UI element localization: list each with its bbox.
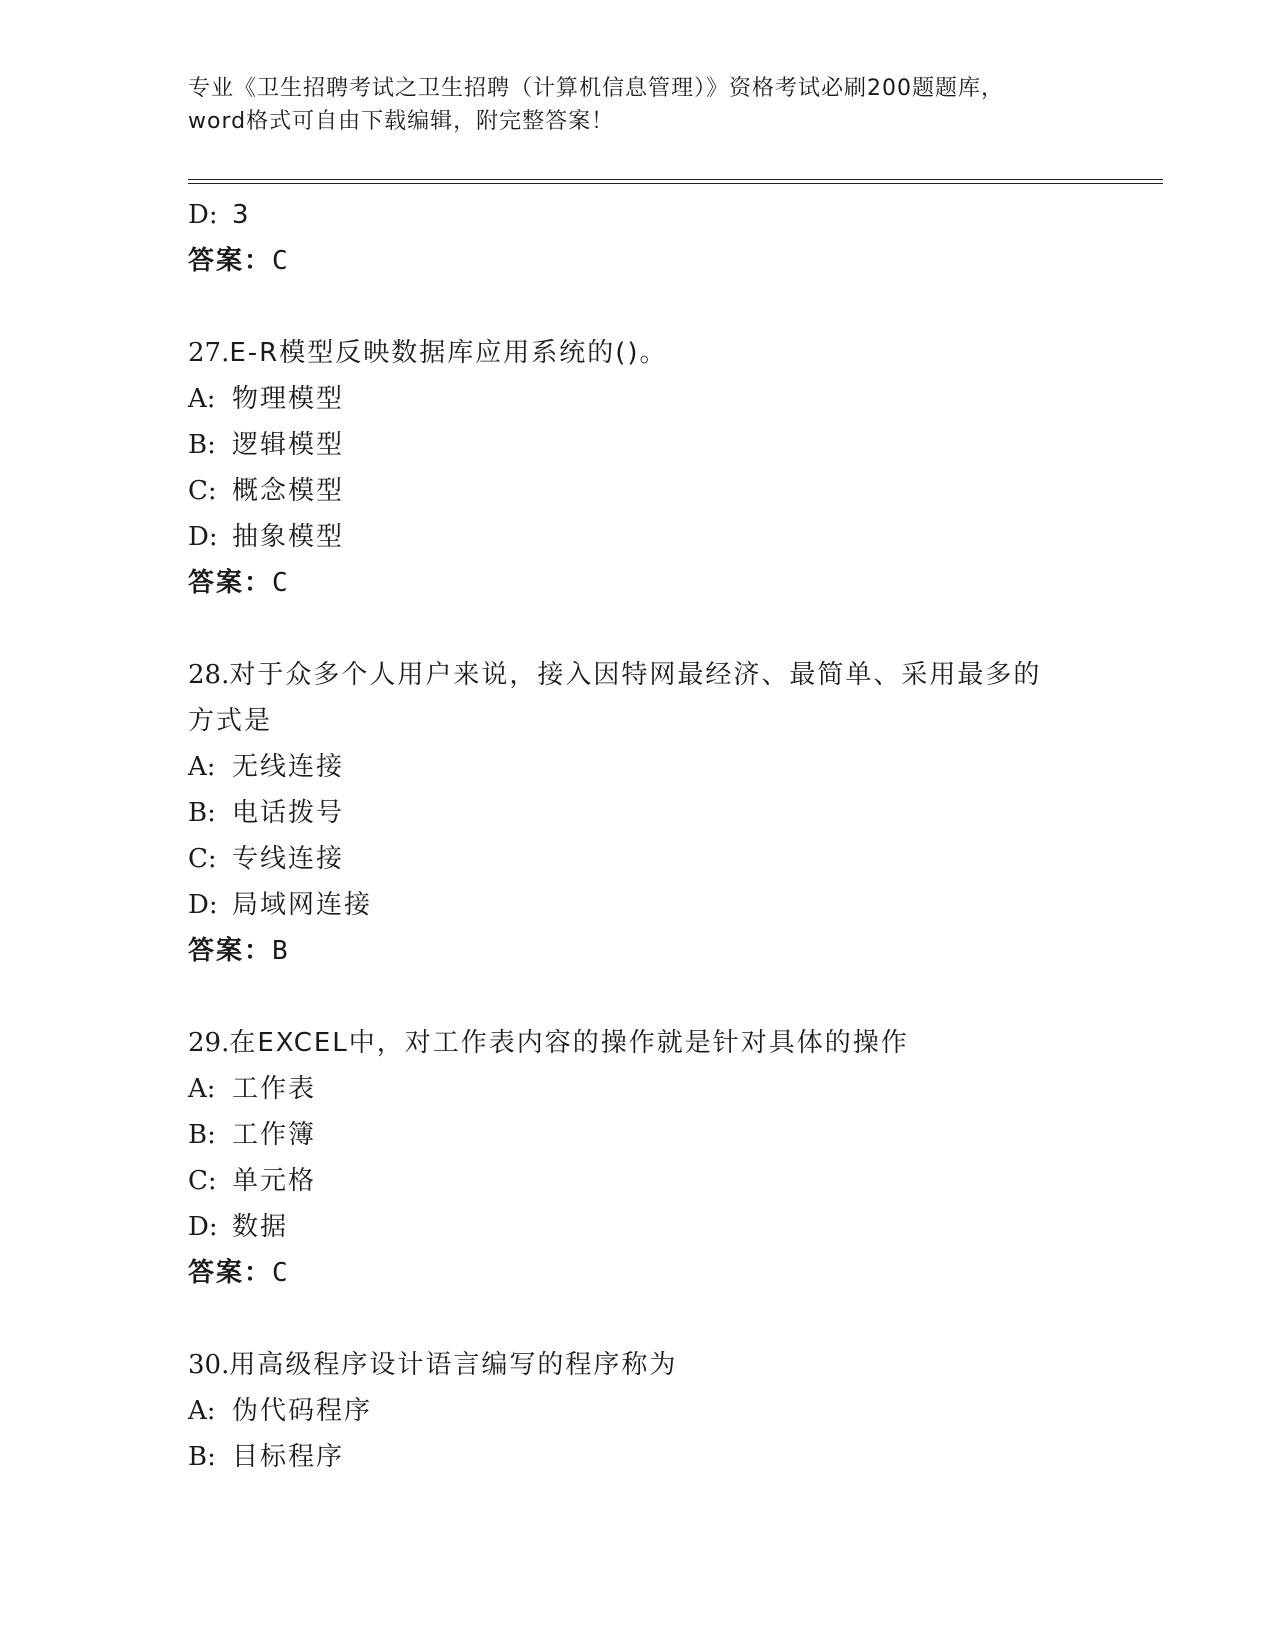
option-text: 电话拨号	[232, 798, 345, 828]
option-text: 工作簿	[232, 1120, 317, 1150]
question-stem	[188, 1020, 1088, 1066]
option-row	[188, 422, 1088, 468]
question-stem	[188, 1342, 1088, 1388]
option-text: 数据	[232, 1212, 289, 1242]
option-row	[188, 1204, 1088, 1250]
option-row	[188, 192, 1088, 238]
option-row	[188, 514, 1088, 560]
option-text: 3	[232, 200, 251, 230]
option-text: 单元格	[232, 1166, 317, 1196]
answer-row	[188, 1250, 1088, 1296]
question-list	[188, 192, 1088, 1480]
prev-question-tail	[188, 192, 1088, 284]
option-row	[188, 790, 1088, 836]
option-letter: A:	[188, 1396, 216, 1426]
question-number: 27.	[188, 338, 230, 368]
header-title-line-1: 专业《卫生招聘考试之卫生招聘（计算机信息管理）》资格考试必刷200题题库，	[188, 76, 1004, 101]
option-text: 局域网连接	[232, 890, 373, 920]
option-row	[188, 376, 1088, 422]
question-stem-continuation	[188, 698, 1088, 744]
option-text: 概念模型	[232, 476, 345, 506]
option-letter: B:	[188, 1442, 216, 1472]
answer-label: 答案：	[188, 568, 273, 598]
option-text: 抽象模型	[232, 522, 345, 552]
option-text: 逻辑模型	[232, 430, 345, 460]
option-text: 目标程序	[232, 1442, 345, 1472]
option-row	[188, 1434, 1088, 1480]
question-text: E-R模型反映数据库应用系统的()。	[229, 338, 668, 368]
question-number: 30.	[188, 1350, 230, 1380]
header-title-line-2: word格式可自由下载编辑，附完整答案！	[188, 109, 615, 134]
option-row	[188, 1158, 1088, 1204]
question-text: 在EXCEL中，对工作表内容的操作就是针对具体的操作	[229, 1028, 909, 1058]
option-row	[188, 836, 1088, 882]
option-row	[188, 744, 1088, 790]
option-letter: B:	[188, 430, 216, 460]
question-27	[188, 330, 1088, 606]
answer-value: C	[272, 568, 290, 598]
option-row	[188, 1112, 1088, 1158]
answer-row	[188, 928, 1088, 974]
answer-row	[188, 238, 1088, 284]
option-letter: A:	[188, 1074, 216, 1104]
question-number: 28.	[188, 660, 230, 690]
option-text: 物理模型	[232, 384, 345, 414]
answer-label: 答案：	[188, 1258, 273, 1288]
page-header	[188, 72, 1088, 138]
question-30	[188, 1342, 1088, 1480]
option-letter: D:	[188, 522, 218, 552]
option-letter: A:	[188, 384, 216, 414]
answer-label: 答案：	[188, 936, 273, 966]
question-text: 方式是	[188, 706, 273, 736]
question-text: 用高级程序设计语言编写的程序称为	[229, 1350, 678, 1380]
option-text: 伪代码程序	[232, 1396, 373, 1426]
answer-label: 答案：	[188, 246, 273, 276]
option-text: 专线连接	[232, 844, 345, 874]
question-29	[188, 1020, 1088, 1296]
question-stem	[188, 652, 1088, 698]
option-letter: D:	[188, 1212, 218, 1242]
option-letter: A:	[188, 752, 216, 782]
question-stem	[188, 330, 1088, 376]
answer-row	[188, 560, 1088, 606]
question-text: 对于众多个人用户来说，接入因特网最经济、最简单、采用最多的	[229, 660, 1042, 690]
header-divider	[188, 179, 1163, 180]
option-row	[188, 1066, 1088, 1112]
answer-value: B	[272, 936, 290, 966]
answer-value: C	[272, 246, 290, 276]
option-text: 无线连接	[232, 752, 345, 782]
option-letter: C:	[188, 844, 217, 874]
option-letter: B:	[188, 1120, 216, 1150]
option-row	[188, 882, 1088, 928]
header-divider	[188, 183, 1163, 184]
option-letter: D:	[188, 890, 218, 920]
option-letter: D:	[188, 200, 218, 230]
question-28	[188, 652, 1088, 974]
option-text: 工作表	[232, 1074, 317, 1104]
answer-value: C	[272, 1258, 290, 1288]
option-letter: C:	[188, 476, 217, 506]
option-row	[188, 468, 1088, 514]
question-number: 29.	[188, 1028, 230, 1058]
option-letter: C:	[188, 1166, 217, 1196]
option-row	[188, 1388, 1088, 1434]
option-letter: B:	[188, 798, 216, 828]
